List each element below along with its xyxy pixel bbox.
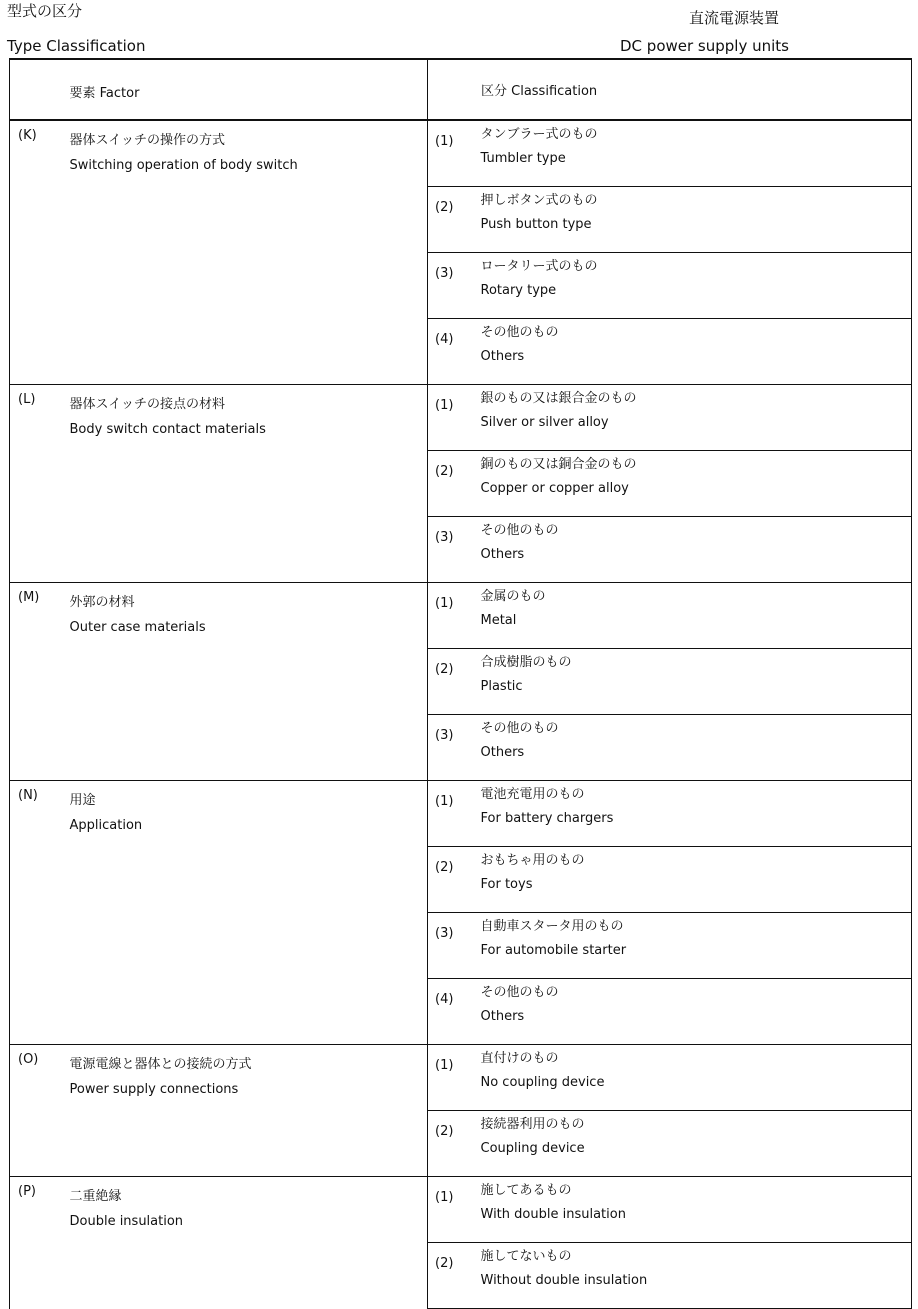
classification-japanese: 電池充電用のもの — [480, 787, 585, 802]
factor-cell — [54, 1045, 428, 1177]
classification-japanese: おもちゃ用のもの — [480, 853, 585, 868]
classification-english: Copper or copper alloy — [480, 481, 629, 496]
classification-english: Without double insulation — [480, 1273, 648, 1288]
classification-cell — [469, 187, 912, 253]
classification-cell — [469, 319, 912, 385]
product-title-japanese: 直流電源装置 — [689, 9, 780, 27]
factor-english: Application — [69, 818, 143, 833]
classification-number: (3) — [428, 913, 469, 979]
classification-cell — [469, 451, 912, 517]
classification-japanese: 施してないもの — [480, 1249, 572, 1264]
factor-code: (P) — [10, 1177, 54, 1309]
classification-japanese: 銀のもの又は銀合金のもの — [480, 391, 637, 406]
classification-japanese: 押しボタン式のもの — [480, 193, 598, 208]
classification-english: No coupling device — [480, 1075, 605, 1090]
classification-japanese: その他のもの — [480, 325, 559, 340]
factor-japanese: 電源電線と器体との接続の方式 — [69, 1057, 252, 1072]
classification-english: Coupling device — [480, 1141, 585, 1156]
classification-japanese: その他のもの — [480, 985, 559, 1000]
classification-table — [9, 58, 912, 1309]
factor-cell — [54, 781, 428, 1045]
table-row — [10, 385, 912, 451]
classification-japanese: 接続器利用のもの — [480, 1117, 585, 1132]
classification-cell — [469, 847, 912, 913]
table-row — [10, 1045, 912, 1111]
factor-cell — [54, 583, 428, 781]
classification-number: (2) — [428, 451, 469, 517]
classification-english: With double insulation — [480, 1207, 626, 1222]
classification-japanese: 金属のもの — [480, 589, 546, 604]
classification-japanese: その他のもの — [480, 721, 559, 736]
classification-cell — [469, 517, 912, 583]
classification-cell — [469, 253, 912, 319]
classification-cell — [469, 781, 912, 847]
factor-code: (K) — [10, 120, 54, 385]
classification-cell — [469, 385, 912, 451]
classification-japanese: タンブラー式のもの — [480, 127, 598, 142]
classification-cell — [469, 583, 912, 649]
title-english: Type Classification — [7, 37, 146, 55]
table-row — [10, 1177, 912, 1243]
classification-cell — [469, 913, 912, 979]
classification-english: Others — [480, 1009, 525, 1024]
classification-number: (2) — [428, 847, 469, 913]
title-japanese: 型式の区分 — [7, 2, 83, 20]
classification-english: Others — [480, 745, 525, 760]
classification-english: Others — [480, 349, 525, 364]
classification-number: (2) — [428, 187, 469, 253]
classification-number: (4) — [428, 979, 469, 1045]
factor-japanese: 器体スイッチの接点の材料 — [69, 397, 225, 412]
table-row — [10, 583, 912, 649]
classification-english: For toys — [480, 877, 533, 892]
classification-number: (3) — [428, 715, 469, 781]
factor-english: Body switch contact materials — [69, 422, 266, 437]
factor-cell — [54, 385, 428, 583]
factor-english: Double insulation — [69, 1214, 184, 1229]
header-classification: 区分 Classification — [428, 59, 912, 120]
classification-cell — [469, 120, 912, 187]
classification-number: (1) — [428, 385, 469, 451]
factor-english: Power supply connections — [69, 1082, 239, 1097]
factor-english: Outer case materials — [69, 620, 206, 635]
factor-japanese: 二重絶縁 — [69, 1189, 122, 1204]
product-title-english: DC power supply units — [620, 37, 789, 55]
classification-japanese: 直付けのもの — [480, 1051, 559, 1066]
factor-code: (N) — [10, 781, 54, 1045]
factor-japanese: 外郭の材料 — [69, 595, 135, 610]
classification-table-body — [10, 59, 912, 1309]
classification-japanese: 自動車スタータ用のもの — [480, 919, 624, 934]
classification-cell — [469, 979, 912, 1045]
classification-japanese: 施してあるもの — [480, 1183, 572, 1198]
factor-code: (O) — [10, 1045, 54, 1177]
factor-code: (L) — [10, 385, 54, 583]
classification-number: (2) — [428, 1111, 469, 1177]
classification-english: For battery chargers — [480, 811, 614, 826]
classification-english: Tumbler type — [480, 151, 566, 166]
classification-japanese: ロータリー式のもの — [480, 259, 598, 274]
table-row — [10, 120, 912, 187]
classification-english: For automobile starter — [480, 943, 627, 958]
classification-number: (2) — [428, 1243, 469, 1309]
classification-number: (1) — [428, 583, 469, 649]
header-factor: 要素 Factor — [54, 59, 428, 120]
classification-cell — [469, 1243, 912, 1309]
classification-english: Others — [480, 547, 525, 562]
classification-number: (1) — [428, 781, 469, 847]
classification-number: (1) — [428, 120, 469, 187]
classification-english: Silver or silver alloy — [480, 415, 609, 430]
classification-english: Rotary type — [480, 283, 557, 298]
classification-number: (3) — [428, 253, 469, 319]
classification-number: (1) — [428, 1177, 469, 1243]
classification-english: Push button type — [480, 217, 592, 232]
header-code-cell — [10, 59, 54, 120]
classification-number: (1) — [428, 1045, 469, 1111]
classification-japanese: 合成樹脂のもの — [480, 655, 572, 670]
classification-number: (4) — [428, 319, 469, 385]
classification-cell — [469, 1045, 912, 1111]
factor-japanese: 用途 — [69, 793, 96, 808]
factor-cell — [54, 1177, 428, 1309]
classification-cell — [469, 1111, 912, 1177]
table-header-row — [10, 59, 912, 120]
factor-japanese: 器体スイッチの操作の方式 — [69, 133, 225, 148]
factor-english: Switching operation of body switch — [69, 158, 298, 173]
classification-japanese: 銅のもの又は銅合金のもの — [480, 457, 637, 472]
classification-number: (3) — [428, 517, 469, 583]
table-row — [10, 781, 912, 847]
classification-english: Plastic — [480, 679, 523, 694]
classification-cell — [469, 649, 912, 715]
classification-english: Metal — [480, 613, 517, 628]
classification-cell — [469, 1177, 912, 1243]
factor-cell — [54, 120, 428, 385]
classification-number: (2) — [428, 649, 469, 715]
classification-japanese: その他のもの — [480, 523, 559, 538]
factor-code: (M) — [10, 583, 54, 781]
classification-cell — [469, 715, 912, 781]
